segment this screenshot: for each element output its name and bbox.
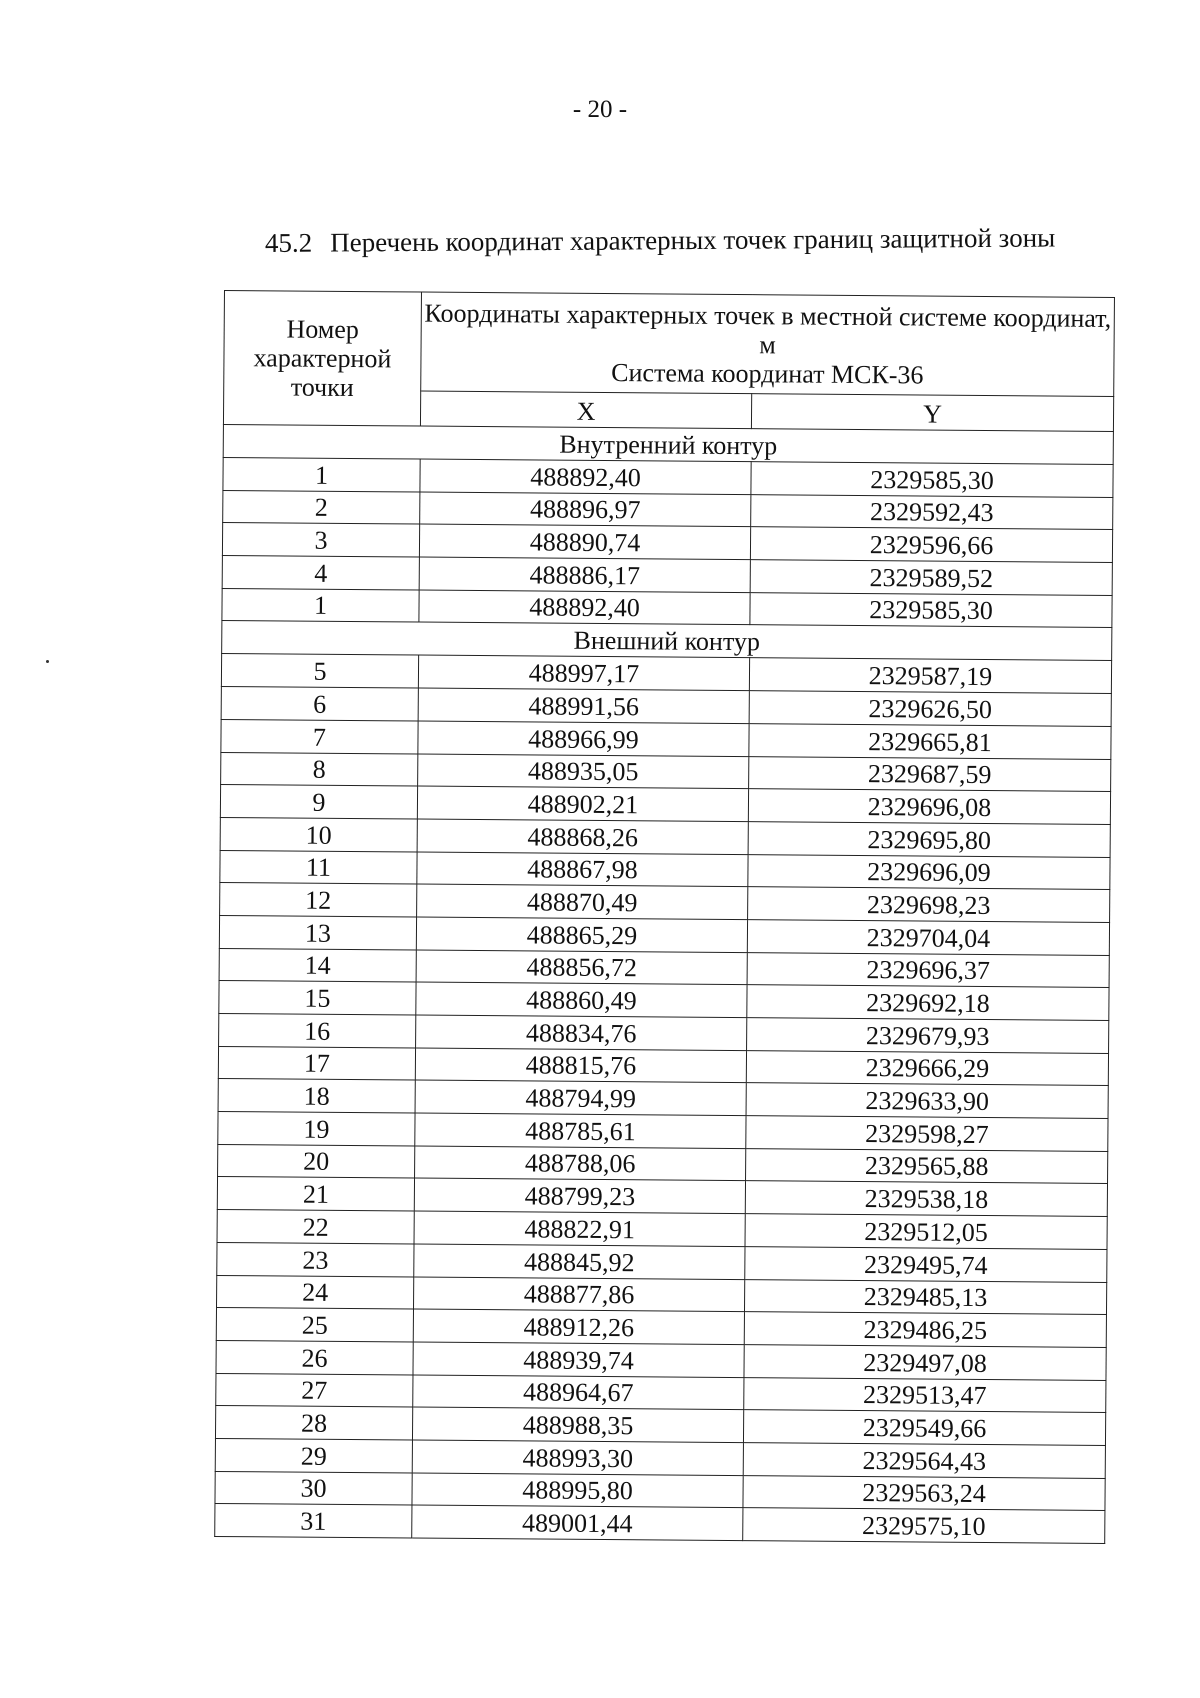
x-coordinate-cell: 488815,76 xyxy=(415,1048,746,1083)
y-coordinate-cell: 2329696,09 xyxy=(748,854,1110,890)
contour-heading: Внутренний контур xyxy=(223,424,1113,464)
y-coordinate-cell: 2329665,81 xyxy=(749,723,1111,759)
table-row xyxy=(215,1504,1105,1544)
y-coordinate-cell: 2329598,27 xyxy=(746,1116,1108,1152)
coordinates-table xyxy=(214,290,1115,1544)
point-number-cell: 22 xyxy=(217,1210,414,1244)
coordinates-table-container xyxy=(214,290,1114,1544)
point-number-cell: 25 xyxy=(216,1308,413,1342)
y-coordinate-cell: 2329495,74 xyxy=(745,1246,1107,1282)
point-number-cell: 26 xyxy=(216,1340,413,1374)
point-number-cell: 15 xyxy=(219,981,416,1015)
section-title: Перечень координат характерных точек границ защитной зоны xyxy=(330,222,1056,258)
y-coordinate-cell: 2329513,47 xyxy=(744,1377,1106,1413)
y-coordinate-cell: 2329692,18 xyxy=(747,985,1109,1021)
y-coordinate-cell: 2329698,23 xyxy=(748,887,1110,923)
point-number-cell: 29 xyxy=(215,1438,412,1472)
x-coordinate-cell: 488892,40 xyxy=(420,459,751,494)
x-coordinate-cell: 488865,29 xyxy=(416,917,747,952)
y-coordinate-cell: 2329575,10 xyxy=(743,1508,1105,1544)
y-coordinate-cell: 2329512,05 xyxy=(745,1214,1107,1250)
x-coordinate-cell: 488892,40 xyxy=(419,590,750,625)
y-coordinate-cell: 2329687,59 xyxy=(749,756,1111,792)
y-coordinate-cell: 2329696,37 xyxy=(747,952,1109,988)
point-number-cell: 3 xyxy=(222,523,419,557)
point-number-cell: 20 xyxy=(218,1144,415,1178)
point-number-cell: 1 xyxy=(222,588,419,622)
section-heading xyxy=(265,222,1055,259)
y-coordinate-cell: 2329626,50 xyxy=(749,691,1111,727)
x-coordinate-cell: 488870,49 xyxy=(417,884,748,919)
y-coordinate-cell: 2329485,13 xyxy=(744,1279,1106,1315)
y-coordinate-cell: 2329565,88 xyxy=(746,1148,1108,1184)
x-coordinate-cell: 488939,74 xyxy=(413,1342,744,1377)
x-coordinate-cell: 488935,05 xyxy=(418,754,749,789)
point-number-cell: 30 xyxy=(215,1471,412,1505)
header-coordinates xyxy=(421,292,1115,396)
point-number-cell: 14 xyxy=(219,948,416,982)
point-number-cell: 4 xyxy=(222,556,419,590)
x-coordinate-cell: 488799,23 xyxy=(414,1178,745,1213)
point-number-cell: 24 xyxy=(217,1275,414,1309)
y-coordinate-cell: 2329564,43 xyxy=(743,1443,1105,1479)
scan-speck xyxy=(46,660,49,663)
x-coordinate-cell: 488997,17 xyxy=(418,655,749,690)
x-coordinate-cell: 488988,35 xyxy=(412,1407,743,1442)
point-number-cell: 8 xyxy=(221,752,418,786)
y-coordinate-cell: 2329704,04 xyxy=(747,920,1109,956)
y-coordinate-cell: 2329486,25 xyxy=(744,1312,1106,1348)
point-number-cell: 5 xyxy=(221,654,418,688)
point-number-cell: 2 xyxy=(223,490,420,524)
x-coordinate-cell: 488856,72 xyxy=(416,950,747,985)
y-coordinate-cell: 2329497,08 xyxy=(744,1344,1106,1380)
y-coordinate-cell: 2329563,24 xyxy=(743,1475,1105,1511)
x-coordinate-cell: 488993,30 xyxy=(412,1440,743,1475)
page-number: - 20 - xyxy=(572,96,628,123)
header-coordinate-system: Система координат МСК-36 xyxy=(611,357,924,389)
y-coordinate-cell: 2329592,43 xyxy=(751,494,1113,530)
x-coordinate-cell: 488845,92 xyxy=(414,1244,745,1279)
x-coordinate-cell: 488991,56 xyxy=(418,688,749,723)
x-coordinate-cell: 488860,49 xyxy=(416,982,747,1017)
y-coordinate-cell: 2329587,19 xyxy=(749,658,1111,694)
header-coordinates-text: Координаты характерных точек в местной системе координат, м xyxy=(424,298,1112,359)
y-coordinate-cell: 2329633,90 xyxy=(746,1083,1108,1119)
y-coordinate-cell: 2329585,30 xyxy=(751,462,1113,498)
point-number-cell: 28 xyxy=(215,1406,412,1440)
x-coordinate-cell: 488964,67 xyxy=(413,1375,744,1410)
y-coordinate-cell: 2329585,30 xyxy=(750,592,1112,628)
x-coordinate-cell: 488896,97 xyxy=(420,492,751,527)
x-coordinate-cell: 488788,06 xyxy=(415,1146,746,1181)
point-number-cell: 16 xyxy=(219,1013,416,1047)
y-coordinate-cell: 2329696,08 xyxy=(748,789,1110,825)
table-body xyxy=(215,424,1114,1543)
x-coordinate-cell: 488868,26 xyxy=(417,819,748,854)
y-coordinate-cell: 2329679,93 xyxy=(747,1018,1109,1054)
point-number-cell: 11 xyxy=(220,850,417,884)
point-number-cell: 1 xyxy=(223,457,420,491)
point-number-cell: 31 xyxy=(215,1504,412,1538)
x-coordinate-cell: 488877,86 xyxy=(414,1277,745,1312)
x-coordinate-cell: 488886,17 xyxy=(419,557,750,592)
point-number-cell: 10 xyxy=(220,817,417,851)
y-coordinate-cell: 2329695,80 xyxy=(748,822,1110,858)
y-coordinate-cell: 2329666,29 xyxy=(746,1050,1108,1086)
point-number-cell: 6 xyxy=(221,687,418,721)
point-number-cell: 7 xyxy=(221,719,418,753)
x-coordinate-cell: 488902,21 xyxy=(417,786,748,821)
x-coordinate-cell: 488867,98 xyxy=(417,852,748,887)
x-coordinate-cell: 488966,99 xyxy=(418,721,749,756)
y-coordinate-cell: 2329538,18 xyxy=(745,1181,1107,1217)
y-coordinate-cell: 2329549,66 xyxy=(743,1410,1105,1446)
x-coordinate-cell: 488794,99 xyxy=(415,1080,746,1115)
y-coordinate-cell: 2329589,52 xyxy=(750,560,1112,596)
point-number-cell: 18 xyxy=(218,1079,415,1113)
point-number-cell: 19 xyxy=(218,1112,415,1146)
header-point-number: Номер характерной точки xyxy=(223,291,421,427)
point-number-cell: 9 xyxy=(220,785,417,819)
x-coordinate-cell: 489001,44 xyxy=(412,1505,743,1540)
x-coordinate-cell: 488995,80 xyxy=(412,1473,743,1508)
x-coordinate-cell: 488785,61 xyxy=(415,1113,746,1148)
point-number-cell: 17 xyxy=(218,1046,415,1080)
section-number: 45.2 xyxy=(264,227,313,258)
x-coordinate-cell: 488834,76 xyxy=(416,1015,747,1050)
x-coordinate-cell: 488822,91 xyxy=(414,1211,745,1246)
y-coordinate-cell: 2329596,66 xyxy=(750,527,1112,563)
header-x: X xyxy=(420,391,751,429)
header-y: Y xyxy=(751,394,1113,432)
point-number-cell: 23 xyxy=(217,1242,414,1276)
point-number-cell: 27 xyxy=(216,1373,413,1407)
point-number-cell: 12 xyxy=(220,883,417,917)
x-coordinate-cell: 488890,74 xyxy=(419,524,750,559)
point-number-cell: 13 xyxy=(219,915,416,949)
point-number-cell: 21 xyxy=(217,1177,414,1211)
x-coordinate-cell: 488912,26 xyxy=(413,1309,744,1344)
contour-heading: Внешний контур xyxy=(222,621,1112,661)
